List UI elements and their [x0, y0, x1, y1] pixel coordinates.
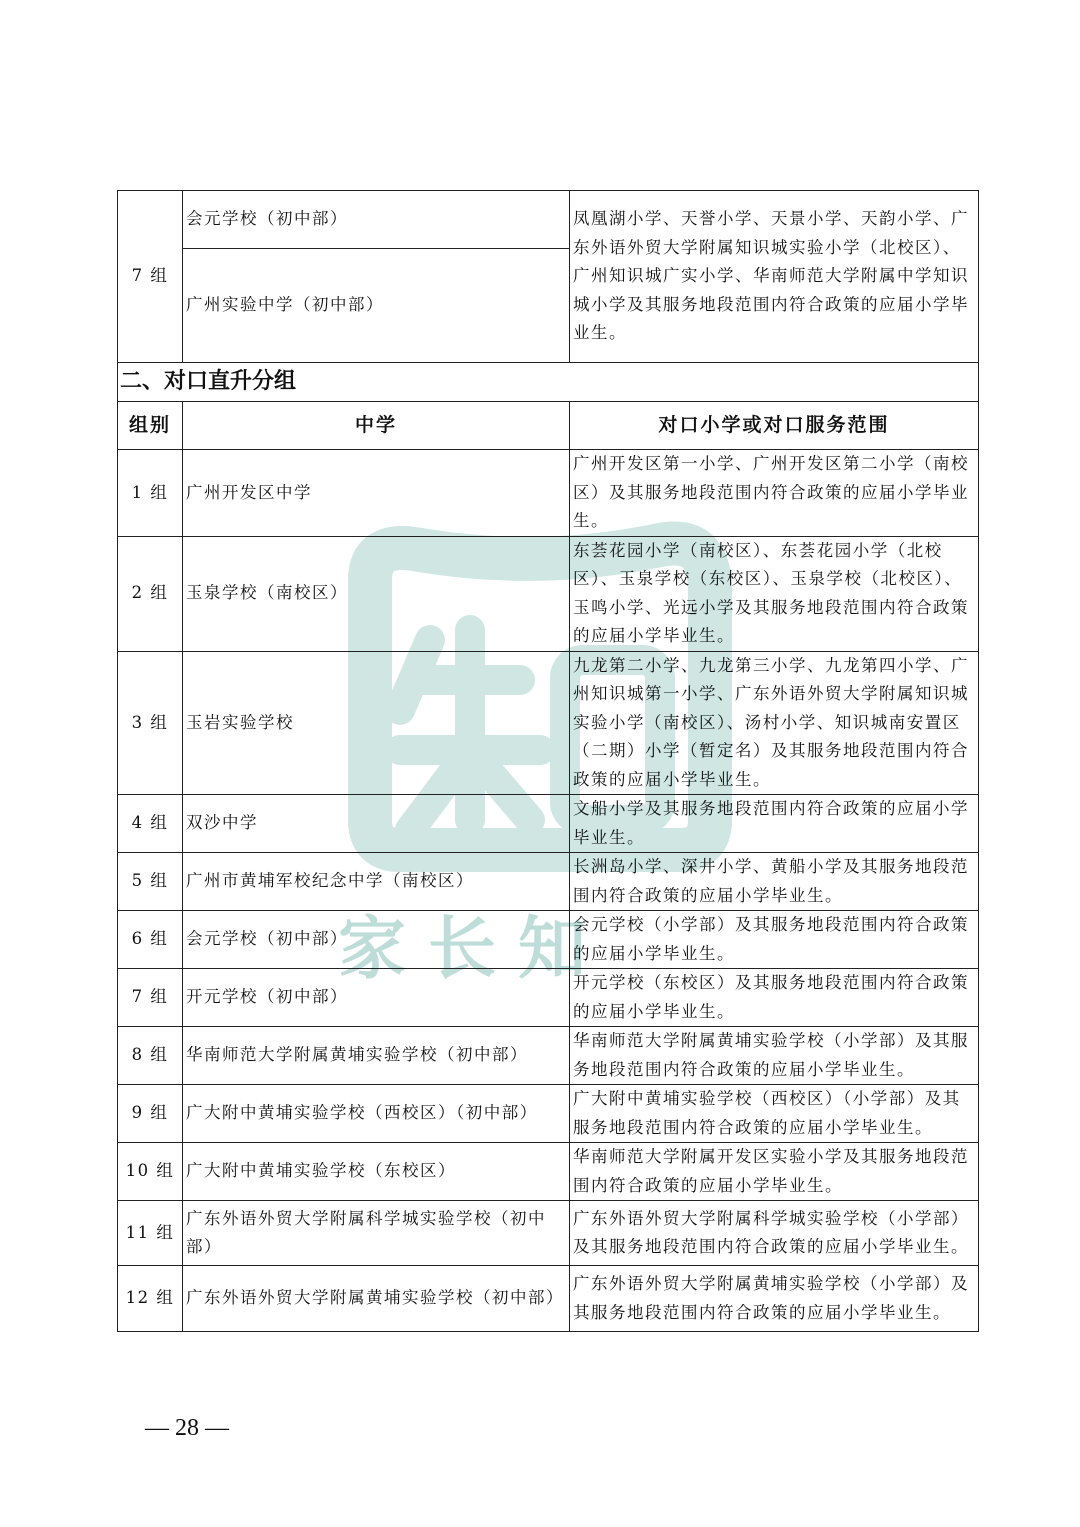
school-cell: 玉泉学校（南校区）	[183, 536, 570, 651]
table-row	[118, 969, 979, 1027]
table-row	[118, 1201, 979, 1266]
scope-cell: 广大附中黄埔实验学校（西校区）（小学部）及其服务地段范围内符合政策的应届小学毕业生。	[570, 1085, 979, 1143]
group-cell: 7 组	[118, 969, 183, 1027]
table-row	[118, 450, 979, 537]
school-cell: 广州开发区中学	[183, 450, 570, 537]
school-cell: 广东外语外贸大学附属科学城实验学校（初中部）	[183, 1201, 570, 1266]
table-row	[118, 191, 979, 249]
table-header-row	[118, 402, 979, 450]
section-heading-row	[118, 363, 979, 402]
school-cell: 广州实验中学（初中部）	[183, 249, 570, 363]
school-cell: 开元学校（初中部）	[183, 969, 570, 1027]
table-row	[118, 1085, 979, 1143]
group-cell: 3 组	[118, 651, 183, 795]
header-group: 组别	[118, 402, 183, 450]
school-cell: 广东外语外贸大学附属黄埔实验学校（初中部）	[183, 1266, 570, 1332]
table-row	[118, 911, 979, 969]
header-school: 中学	[183, 402, 570, 450]
scope-cell: 凤凰湖小学、天誉小学、天景小学、天韵小学、广东外语外贸大学附属知识城实验小学（北校区）、广州知识城广实小学、华南师范大学附属中学知识城小学及其服务地段范围内符合政策的应届小学毕业生。	[570, 191, 979, 363]
page-number: — 28 —	[145, 1415, 229, 1441]
scope-cell: 文船小学及其服务地段范围内符合政策的应届小学毕业生。	[570, 795, 979, 853]
group-cell: 9 组	[118, 1085, 183, 1143]
watermark-text: 家长知	[338, 910, 609, 989]
school-cell: 广州市黄埔军校纪念中学（南校区）	[183, 853, 570, 911]
scope-cell: 华南师范大学附属开发区实验小学及其服务地段范围内符合政策的应届小学毕业生。	[570, 1143, 979, 1201]
table-row	[118, 1027, 979, 1085]
group-cell: 7 组	[118, 191, 183, 363]
table-row	[118, 795, 979, 853]
scope-cell: 东荟花园小学（南校区）、东荟花园小学（北校区）、玉泉学校（东校区）、玉泉学校（北校区）、玉鸣小学、光远小学及其服务地段范围内符合政策的应届小学毕业生。	[570, 536, 979, 651]
school-cell: 玉岩实验学校	[183, 651, 570, 795]
group-cell: 11 组	[118, 1201, 183, 1266]
header-scope: 对口小学或对口服务范围	[570, 402, 979, 450]
group-cell: 8 组	[118, 1027, 183, 1085]
school-cell: 广大附中黄埔实验学校（西校区）（初中部）	[183, 1085, 570, 1143]
scope-cell: 长洲岛小学、深井小学、黄船小学及其服务地段范围内符合政策的应届小学毕业生。	[570, 853, 979, 911]
school-group-table	[117, 190, 979, 1332]
group-cell: 2 组	[118, 536, 183, 651]
scope-cell: 九龙第二小学、九龙第三小学、九龙第四小学、广州知识城第一小学、广东外语外贸大学附属知识城实验小学（南校区）、汤村小学、知识城南安置区（二期）小学（暂定名）及其服务地段范围内符合政策的应届小学毕业生。	[570, 651, 979, 795]
school-cell: 会元学校（初中部）	[183, 911, 570, 969]
group-cell: 10 组	[118, 1143, 183, 1201]
group-cell: 4 组	[118, 795, 183, 853]
table-row	[118, 536, 979, 651]
table-row	[118, 651, 979, 795]
school-cell: 广大附中黄埔实验学校（东校区）	[183, 1143, 570, 1201]
group-cell: 1 组	[118, 450, 183, 537]
scope-cell: 华南师范大学附属黄埔实验学校（小学部）及其服务地段范围内符合政策的应届小学毕业生。	[570, 1027, 979, 1085]
scope-cell: 会元学校（小学部）及其服务地段范围内符合政策的应届小学毕业生。	[570, 911, 979, 969]
scope-cell: 开元学校（东校区）及其服务地段范围内符合政策的应届小学毕业生。	[570, 969, 979, 1027]
group-cell: 6 组	[118, 911, 183, 969]
table-row	[118, 853, 979, 911]
group-cell: 12 组	[118, 1266, 183, 1332]
school-cell: 双沙中学	[183, 795, 570, 853]
scope-cell: 广东外语外贸大学附属黄埔实验学校（小学部）及其服务地段范围内符合政策的应届小学毕业生。	[570, 1266, 979, 1332]
table-row	[118, 1266, 979, 1332]
group-cell: 5 组	[118, 853, 183, 911]
school-cell: 会元学校（初中部）	[183, 191, 570, 249]
table-row	[118, 1143, 979, 1201]
scope-cell: 广东外语外贸大学附属科学城实验学校（小学部）及其服务地段范围内符合政策的应届小学毕业生。	[570, 1201, 979, 1266]
school-cell: 华南师范大学附属黄埔实验学校（初中部）	[183, 1027, 570, 1085]
scope-cell: 广州开发区第一小学、广州开发区第二小学（南校区）及其服务地段范围内符合政策的应届小学毕业生。	[570, 450, 979, 537]
section-title: 二、对口直升分组	[118, 363, 979, 402]
